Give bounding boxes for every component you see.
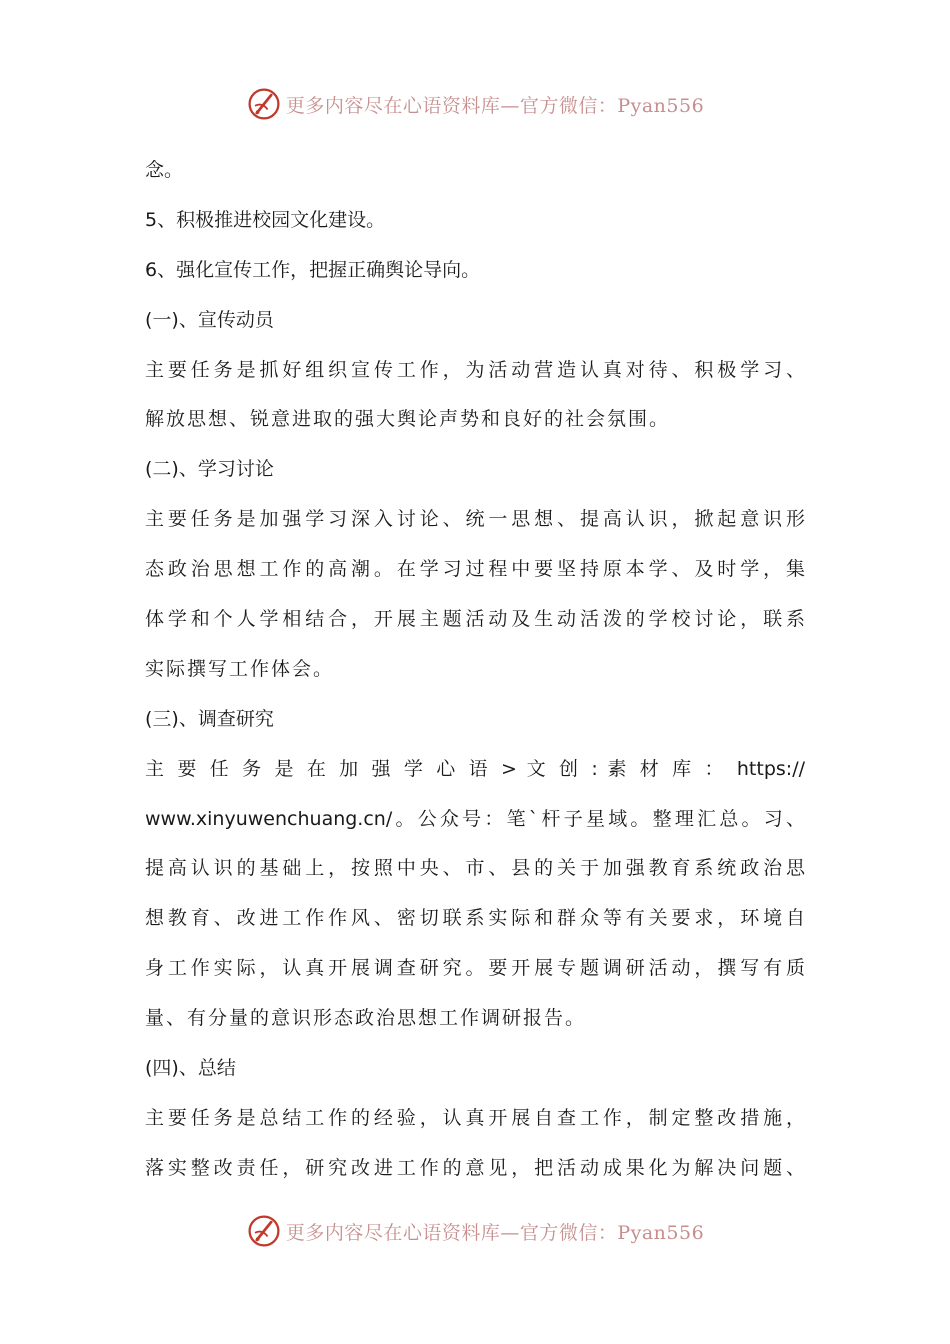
section-heading-3: (三)、调查研究 [145, 707, 274, 730]
list-item-6: 6、强化宣传工作，把握正确舆论导向。 [145, 258, 481, 281]
paragraph-line: 主要任务是加强学习深入讨论、统一思想、提高认识，掀起意识形 [145, 508, 805, 531]
watermark-text: 更多内容尽在心语资料库—官方微信：Pyan556 [285, 94, 705, 117]
paragraph-line: 态政治思想工作的高潮。在学习过程中要坚持原本学、及时学，集 [145, 558, 805, 581]
paragraph-line: 体学和个人学相结合，开展主题活动及生动活泼的学校讨论，联系 [145, 608, 805, 631]
section-heading-1: (一)、宣传动员 [145, 308, 274, 331]
paragraph-line: 主要任务是抓好组织宣传工作，为活动营造认真对待、积极学习、 [145, 358, 805, 381]
paragraph-line: 主 要 任 务 是 在 加 强 学 心 语 > 文 创 : 素 材 库 ： https:// [145, 757, 805, 780]
paragraph-line: 实际撰写工作体会。 [145, 657, 335, 680]
section-heading-4: (四)、总结 [145, 1057, 236, 1080]
paragraph-line: 提高认识的基础上，按照中央、市、县的关于加强教育系统政治思 [145, 857, 805, 880]
paragraph-line: 解放思想、锐意进取的强大舆论声势和良好的社会氛围。 [145, 408, 671, 431]
text-line: 念。 [145, 159, 184, 181]
paragraph-line: 主要任务是总结工作的经验，认真开展自查工作，制定整改措施， [145, 1106, 805, 1129]
paragraph-line: 落实整改责任，研究改进工作的意见，把活动成果化为解决问题、 [145, 1156, 805, 1179]
paragraph-line: 想教育、改进工作作风、密切联系实际和群众等有关要求，环境自 [145, 907, 805, 930]
header-watermark [0, 84, 950, 124]
paragraph-line: www.xinyuwenchuang.cn/。公众号：笔`杆子星域。整理汇总。习、 [145, 807, 805, 830]
watermark-text: 更多内容尽在心语资料库—官方微信：Pyan556 [285, 1221, 705, 1244]
section-heading-2: (二)、学习讨论 [145, 458, 274, 481]
paragraph-line: 身工作实际，认真开展调查研究。要开展专题调研活动，撰写有质 [145, 957, 805, 980]
list-item-5: 5、积极推进校园文化建设。 [145, 208, 386, 231]
paragraph-line: 量、有分量的意识形态政治思想工作调研报告。 [145, 1007, 587, 1030]
pen-logo-icon [246, 86, 282, 122]
document-body [145, 150, 805, 1198]
pen-logo-icon [246, 1213, 282, 1249]
footer-watermark [0, 1211, 950, 1251]
